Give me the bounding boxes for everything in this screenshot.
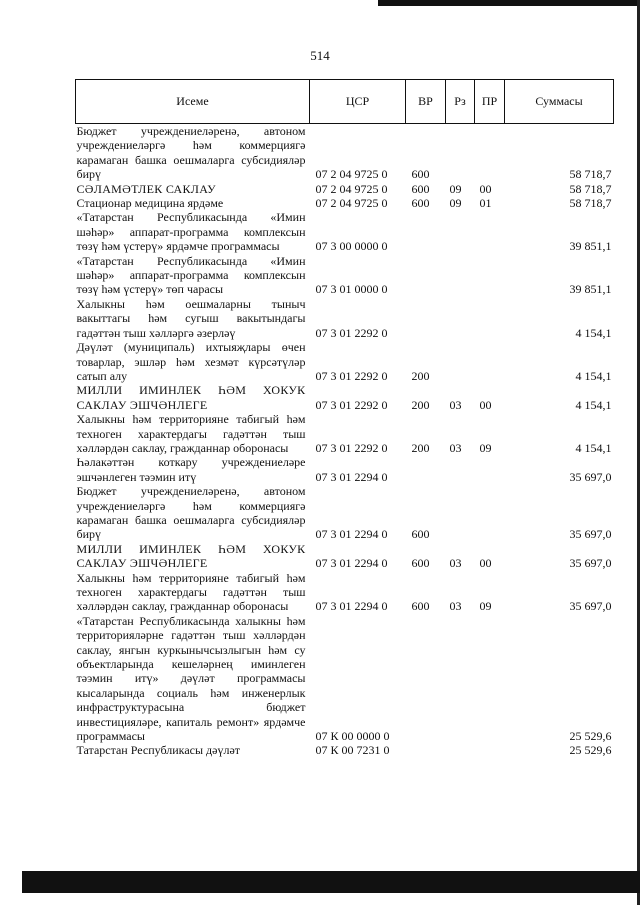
row-sum: 25 529,6	[569, 743, 612, 758]
row-name: Халыкны һәм территорияне табигый һәм техноген характердагы гадәттән тыш хәлләрдән саклау, гражданнар оборонасы	[76, 570, 306, 614]
row-vr	[406, 297, 446, 340]
row-csr: 07 3 01 2292 0	[315, 397, 388, 412]
table-body	[76, 124, 614, 758]
table-row	[76, 571, 614, 614]
row-csr: 07 3 00 0000 0	[315, 239, 388, 254]
table-row	[76, 614, 614, 744]
row-name: Дәүләт (муниципаль) ихтыяҗлары өчен товарлар, эшләр һәм хезмәт күрсәтүләр сатып алу	[76, 340, 306, 383]
table-row	[76, 484, 614, 542]
row-csr: 07 3 01 2292 0	[315, 440, 388, 455]
row-pr	[475, 210, 505, 253]
row-sum: 58 718,7	[569, 181, 612, 196]
row-name: Бюджет учреждениеләренә, автоном учреждениеләргә һәм коммерциягә карамаган башка оешмаларга субсидияләр бирү	[76, 484, 306, 542]
row-sum: 35 697,0	[569, 527, 612, 542]
row-pr	[475, 297, 505, 340]
row-rz: 09	[449, 181, 462, 196]
row-csr: 07 3 01 2294 0	[315, 527, 388, 542]
row-name: «Татарстан Республикасында «Имин шәһәр» аппарат-программа комплексын төзү һәм үстерү» ярдәмче программасы	[76, 210, 306, 254]
row-sum: 4 154,1	[575, 440, 612, 455]
header-rz: Рз	[446, 80, 475, 124]
row-name: СӘЛАМӘТЛЕК САКЛАУ	[76, 181, 216, 196]
table-row	[76, 743, 614, 757]
row-rz: 03	[449, 556, 462, 571]
row-sum: 35 697,0	[569, 599, 612, 614]
row-csr: 07 3 01 0000 0	[315, 282, 388, 297]
table-header-row	[76, 80, 614, 124]
row-vr: 600	[411, 167, 430, 182]
scan-bottom-edge-bar	[22, 871, 640, 893]
row-name: Татарстан Республикасы дәүләт	[76, 743, 241, 758]
row-pr: 01	[479, 196, 492, 211]
row-vr: 600	[411, 599, 430, 614]
header-name: Исеме	[76, 80, 310, 124]
row-vr	[406, 254, 446, 297]
row-csr: 07 2 04 9725 0	[315, 196, 388, 211]
row-vr: 600	[411, 181, 430, 196]
row-vr: 600	[411, 196, 430, 211]
row-csr: 07 3 01 2294 0	[315, 556, 388, 571]
row-csr: 07 3 01 2294 0	[315, 469, 388, 484]
row-sum: 58 718,7	[569, 167, 612, 182]
row-rz	[446, 254, 475, 297]
row-sum: 58 718,7	[569, 196, 612, 211]
table-row	[76, 254, 614, 297]
page-number: 514	[310, 48, 330, 63]
row-pr	[475, 614, 505, 744]
row-rz	[446, 484, 475, 542]
row-sum: 4 154,1	[575, 368, 612, 383]
table-row	[76, 196, 614, 210]
row-rz	[446, 614, 475, 744]
row-pr: 00	[479, 397, 492, 412]
row-rz	[446, 297, 475, 340]
table-row	[76, 340, 614, 383]
row-csr: 07 3 01 2292 0	[315, 325, 388, 340]
row-csr: 07 2 04 9725 0	[315, 181, 388, 196]
row-pr	[475, 254, 505, 297]
row-vr	[406, 614, 446, 744]
row-rz	[446, 210, 475, 253]
row-vr	[406, 210, 446, 253]
row-sum: 35 697,0	[569, 469, 612, 484]
row-pr	[475, 340, 505, 383]
row-pr	[475, 484, 505, 542]
row-sum: 39 851,1	[569, 239, 612, 254]
row-csr: 07 К 00 0000 0	[315, 729, 390, 744]
row-name: Һәлакәттән коткару учреждениеләре эшчәнлеген тәэмин итү	[76, 455, 306, 484]
row-csr: 07 К 00 7231 0	[315, 743, 390, 758]
row-sum: 4 154,1	[575, 397, 612, 412]
table-row	[76, 124, 614, 182]
row-sum: 4 154,1	[575, 325, 612, 340]
row-pr: 09	[479, 440, 492, 455]
table-row	[76, 383, 614, 412]
row-vr: 600	[411, 556, 430, 571]
row-rz: 09	[449, 196, 462, 211]
row-rz: 03	[449, 440, 462, 455]
header-vr: ВР	[406, 80, 446, 124]
row-rz	[446, 455, 475, 484]
row-vr	[406, 455, 446, 484]
row-csr: 07 3 01 2294 0	[315, 599, 388, 614]
row-name: МИЛЛИ ИМИНЛЕК ҺӘМ ХОКУК САКЛАУ ЭШЧӘНЛЕГЕ	[76, 383, 306, 412]
row-rz	[446, 340, 475, 383]
table-row	[76, 412, 614, 455]
row-pr	[475, 743, 505, 757]
row-vr	[406, 743, 446, 757]
row-rz	[446, 743, 475, 757]
header-csr: ЦСР	[310, 80, 406, 124]
header-sum: Суммасы	[505, 80, 614, 124]
row-rz: 03	[449, 397, 462, 412]
table-row	[76, 210, 614, 253]
row-csr: 07 2 04 9725 0	[315, 167, 388, 182]
header-pr: ПР	[475, 80, 505, 124]
row-vr: 200	[411, 368, 430, 383]
row-sum: 35 697,0	[569, 556, 612, 571]
row-pr	[475, 455, 505, 484]
row-rz: 03	[449, 599, 462, 614]
row-name: Бюджет учреждениеләренә, автоном учреждениеләргә һәм коммерциягә карамаган башка оешмаларга субсидияләр бирү	[76, 124, 306, 182]
row-vr: 200	[411, 397, 430, 412]
row-csr: 07 3 01 2292 0	[315, 368, 388, 383]
row-name: МИЛЛИ ИМИНЛЕК ҺӘМ ХОКУК САКЛАУ ЭШЧӘНЛЕГЕ	[76, 541, 306, 571]
row-name: Халыкны һәм территорияне табигый һәм техноген характердагы гадәттән тыш хәлләрдән саклау, гражданнар оборонасы	[76, 412, 306, 455]
row-pr	[475, 124, 505, 182]
row-name: «Татарстан Республикасында халыкны һәм территорияләрне гадәттән тыш хәлләрдән саклау, янгын куркынычсызлыгын һәм су объектларында кешеләрнең иминлеген тәэмин итү» дәүләт программасы кысаларында социаль һәм инженерлык инфраструктурасына бюджет инвестицияләре, капиталь ремонт» ярдәмче программасы	[76, 613, 306, 744]
row-name: «Татарстан Республикасында «Имин шәһәр» аппарат-программа комплексын төзү һәм үстерү» төп чарасы	[76, 253, 306, 297]
table-row	[76, 297, 614, 340]
row-vr: 200	[411, 440, 430, 455]
row-name: Халыкны һәм оешмаларны тыныч вакыттагы һәм сугыш вакытындагы гадәттән тыш хәлләргә әзерләү	[76, 296, 306, 340]
table-row	[76, 182, 614, 196]
row-pr: 00	[479, 556, 492, 571]
table-row	[76, 455, 614, 484]
table-header	[76, 80, 614, 124]
table-row	[76, 542, 614, 571]
row-vr: 600	[411, 527, 430, 542]
scan-top-edge-bar	[378, 0, 640, 6]
budget-table	[75, 79, 614, 758]
row-rz	[446, 124, 475, 182]
row-pr: 09	[479, 599, 492, 614]
row-sum: 39 851,1	[569, 282, 612, 297]
row-pr: 00	[479, 181, 492, 196]
row-name: Стационар медицина ярдәме	[76, 196, 224, 211]
row-sum: 25 529,6	[569, 729, 612, 744]
